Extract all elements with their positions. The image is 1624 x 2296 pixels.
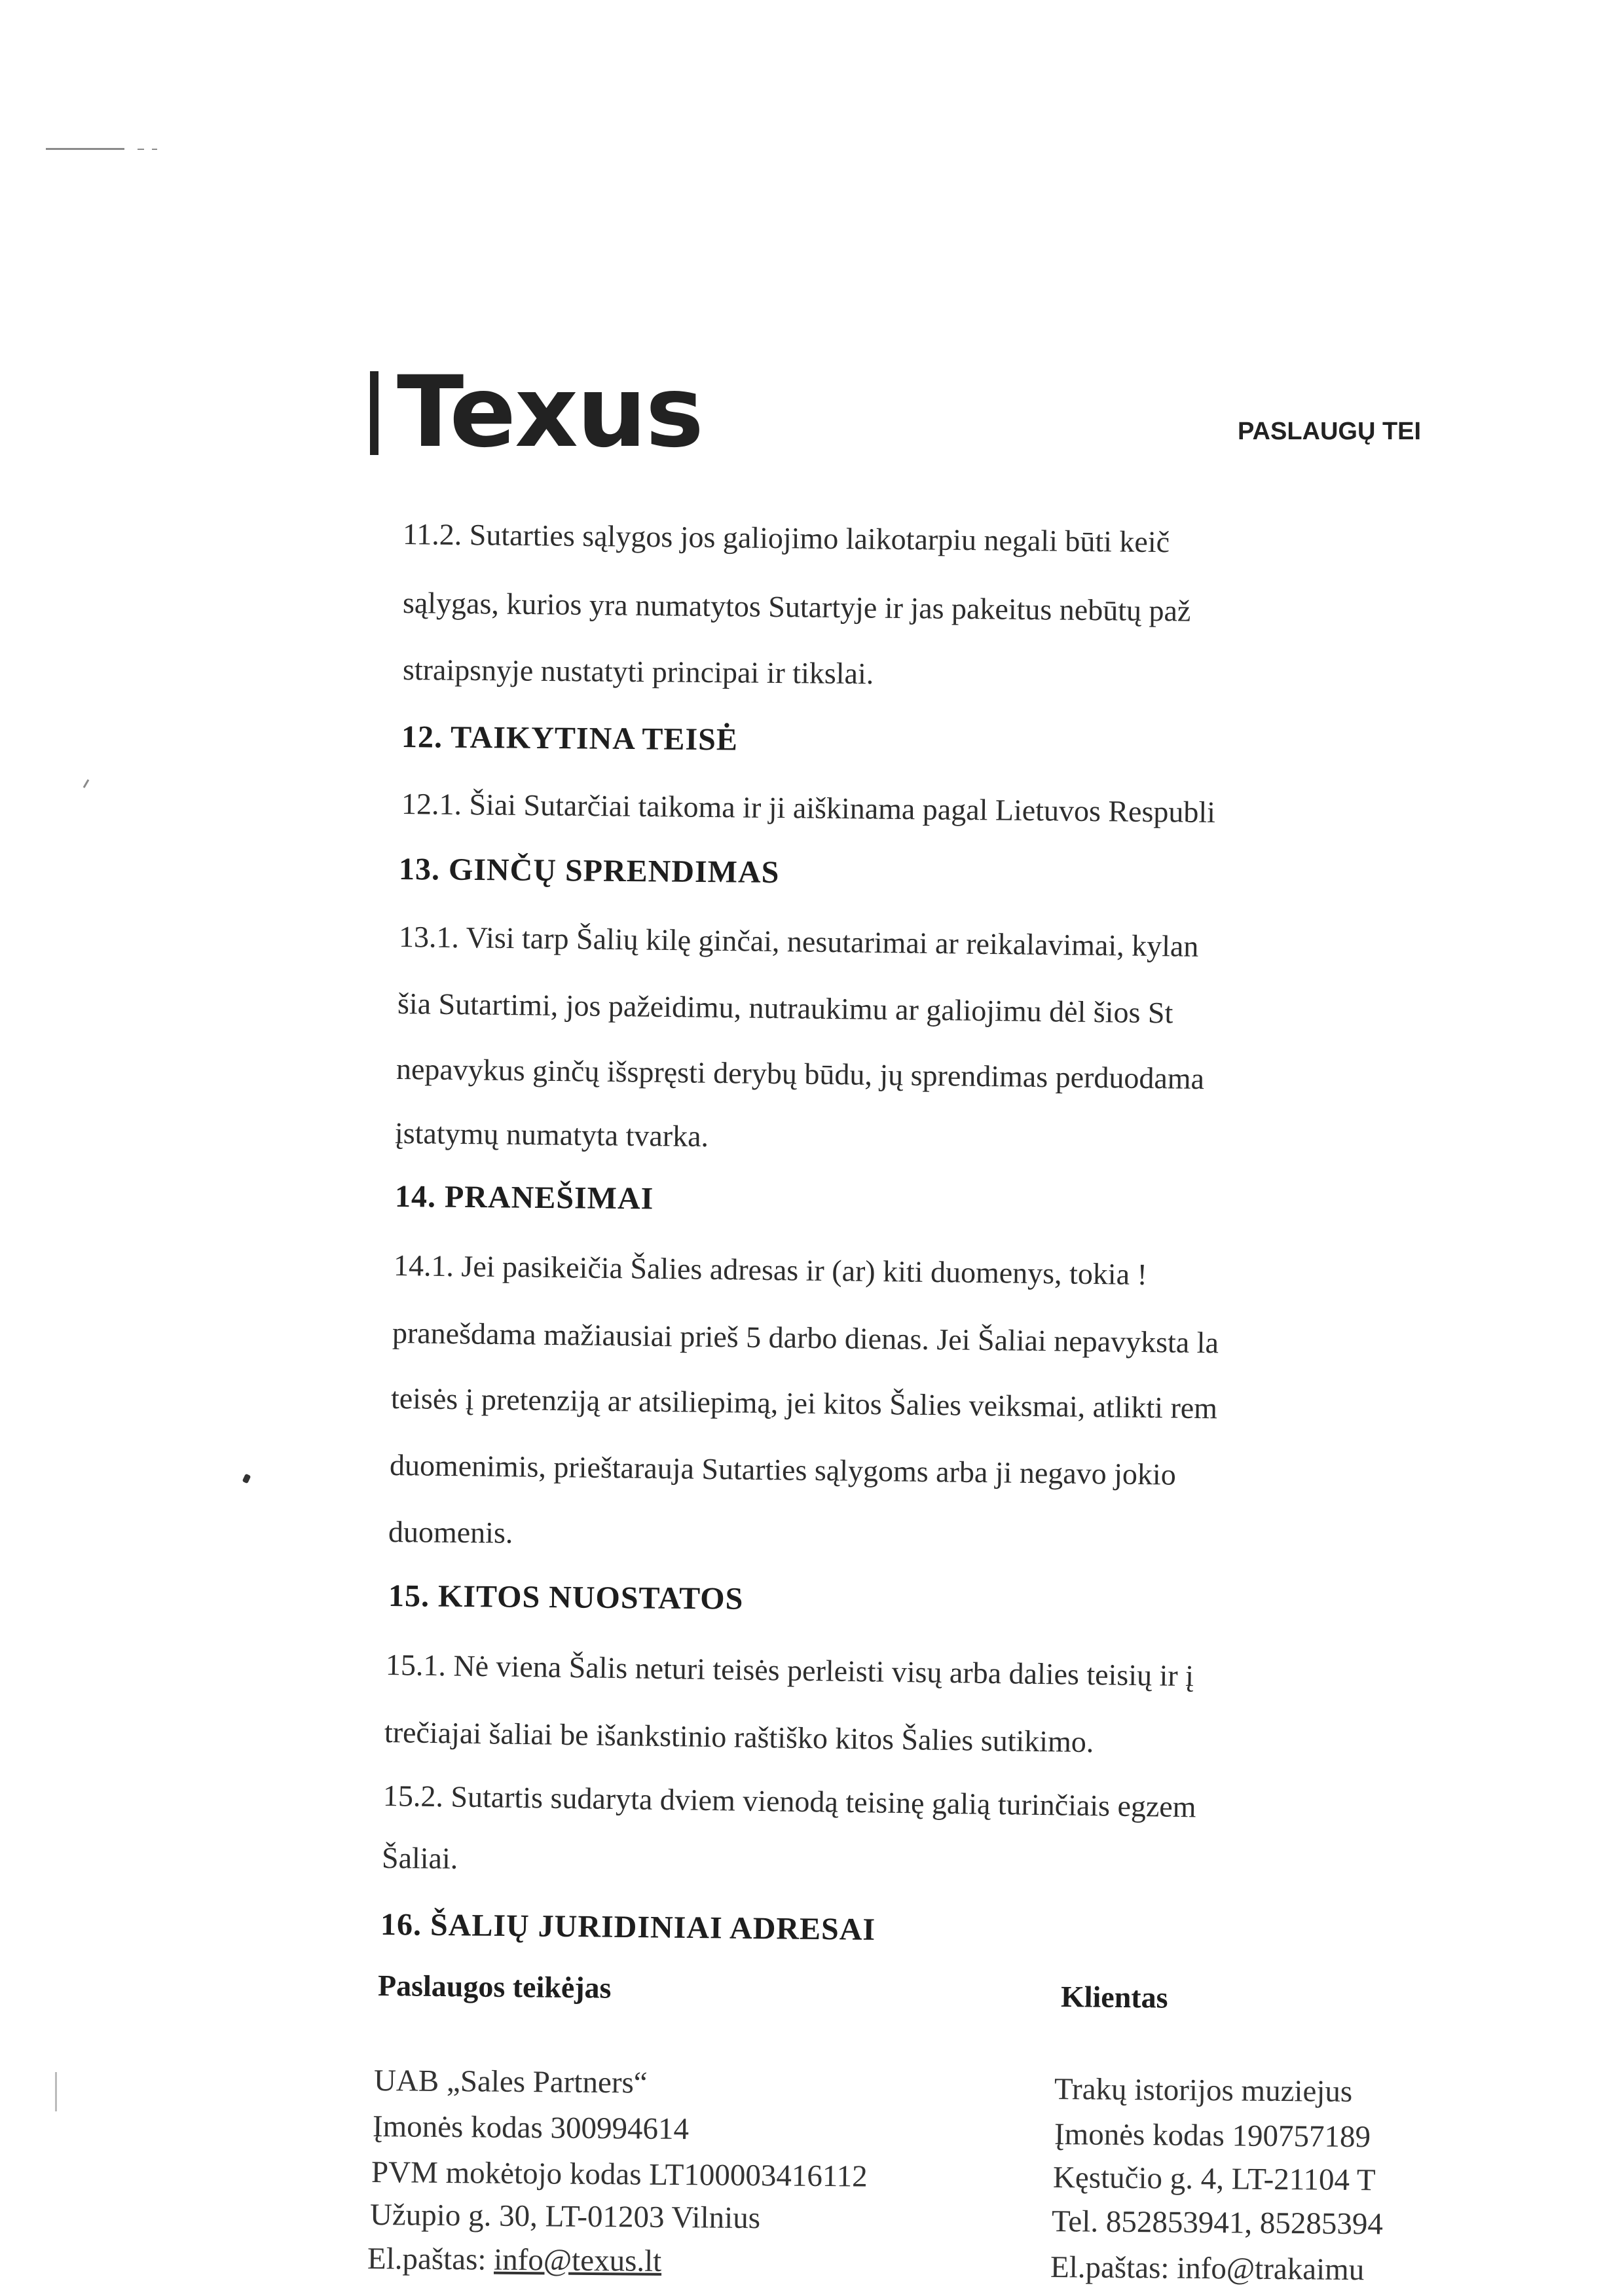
clause-13-1-line-4: įstatymų numatyta tvarka. — [394, 1116, 709, 1154]
provider-email-label: El.paštas: — [367, 2242, 487, 2277]
scan-speck — [242, 1474, 251, 1484]
clause-11-2-line-3: straipsnyje nustatyti principai ir tikslai. — [402, 653, 874, 691]
scan-speck — [152, 149, 157, 150]
clause-13-1-line-1: 13.1. Visi tarp Šalių kilę ginčai, nesutarimai ar reikalavimai, kylan — [398, 920, 1199, 963]
provider-email-link[interactable]: info@texus.lt — [493, 2242, 662, 2278]
client-email-label: El.paštas: — [1050, 2250, 1170, 2286]
clause-14-1-line-5: duomenis. — [388, 1515, 513, 1550]
logo-bar — [370, 371, 378, 455]
client-company-code: Įmonės kodas 190757189 — [1054, 2117, 1371, 2155]
provider-name: UAB „Sales Partners“ — [373, 2064, 648, 2100]
clause-15-2-line-1: 15.2. Sutartis sudaryta dviem vienodą teisinę galią turinčiais egzem — [382, 1779, 1196, 1824]
client-title: Klientas — [1060, 1980, 1168, 2014]
provider-title: Paslaugos teikėjas — [377, 1969, 612, 2005]
clause-14-1-line-3: teisės į pretenziją ar atsiliepimą, jei kitos Šalies veiksmai, atlikti rem — [390, 1381, 1218, 1425]
client-email-row — [1050, 2249, 1365, 2288]
provider-address: Užupio g. 30, LT-01203 Vilnius — [369, 2198, 761, 2236]
provider-vat-code: PVM mokėtojo kodas LT100003416112 — [371, 2155, 868, 2194]
logo-text: Texus — [397, 355, 703, 469]
scan-speck — [55, 2072, 57, 2111]
clause-14-1-line-1: 14.1. Jei pasikeičia Šalies adresas ir (ar) kiti duomenys, tokia ! — [393, 1248, 1148, 1292]
section-15-heading: 15. KITOS NUOSTATOS — [388, 1578, 744, 1616]
section-14-heading: 14. PRANEŠIMAI — [394, 1179, 654, 1216]
clause-15-2-line-2: Šaliai. — [381, 1841, 458, 1876]
clause-13-1-line-3: nepavykus ginčų išspręsti derybų būdu, jų sprendimas perduodama — [396, 1052, 1205, 1096]
clause-11-2-line-1: 11.2. Sutarties sąlygos jos galiojimo laikotarpiu negali būti keič — [402, 517, 1170, 559]
clause-15-1-line-2: trečiajai šaliai be išankstinio raštiško kitos Šalies sutikimo. — [384, 1715, 1094, 1759]
scan-speck — [46, 148, 124, 150]
clause-12-1-line-1: 12.1. Šiai Sutarčiai taikoma ir ji aiškinama pagal Lietuvos Respubli — [401, 787, 1216, 829]
clause-15-1-line-1: 15.1. Nė viena Šalis neturi teisės perleisti visų arba dalies teisių ir į — [385, 1648, 1194, 1693]
client-email: info@trakaimu — [1176, 2251, 1365, 2287]
section-13-heading: 13. GINČŲ SPRENDIMAS — [398, 852, 780, 890]
section-12-heading: 12. TAIKYTINA TEISĖ — [401, 720, 739, 757]
client-name: Trakų istorijos muziejus — [1054, 2072, 1353, 2109]
clause-13-1-line-2: šia Sutartimi, jos pažeidimu, nutraukimu ar galiojimu dėl šios St — [397, 987, 1173, 1030]
client-address: Kęstučio g. 4, LT-21104 T — [1052, 2160, 1376, 2198]
client-phone: Tel. 852853941, 85285394 — [1051, 2204, 1384, 2242]
clause-14-1-line-2: pranešdama mažiausiai prieš 5 darbo dienas. Jei Šaliai nepavyksta la — [392, 1316, 1219, 1360]
texus-logo — [370, 355, 703, 469]
provider-email-row — [367, 2240, 662, 2280]
clause-14-1-line-4: duomenimis, prieštarauja Sutarties sąlygoms arba ji negavo jokio — [389, 1448, 1177, 1491]
provider-company-code: Įmonės kodas 300994614 — [372, 2109, 690, 2147]
scan-speck — [138, 149, 144, 150]
scan-speck — [83, 779, 90, 788]
clause-11-2-line-2: sąlygas, kurios yra numatytos Sutartyje ir jas pakeitus nebūtų paž — [402, 586, 1191, 628]
document-title: PASLAUGŲ TEI — [1238, 418, 1422, 445]
section-16-heading: 16. ŠALIŲ JURIDINIAI ADRESAI — [380, 1907, 876, 1947]
